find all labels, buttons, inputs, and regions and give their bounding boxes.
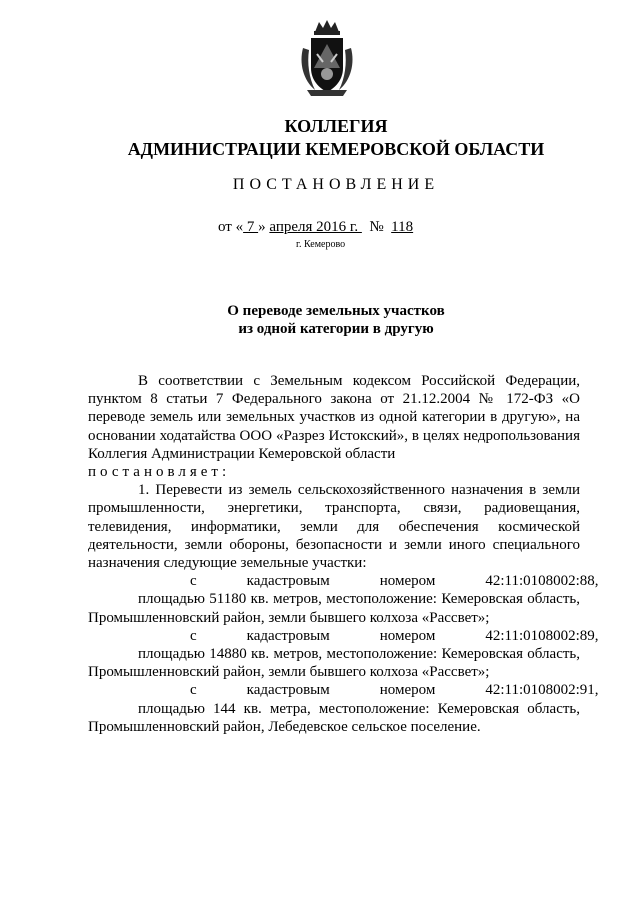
parcel-word: с [190, 573, 197, 590]
org-title-line2: АДМИНИСТРАЦИИ КЕМЕРОВСКОЙ ОБЛАСТИ [127, 139, 545, 159]
parcel-word: с [190, 682, 197, 699]
parcel-details: площадью 14880 кв. метров, местоположение: Кемеровская область, Промышленновский район, земли бывшего колхоза «Рассвет»; [88, 646, 580, 681]
parcel-entry [88, 627, 599, 682]
intro-paragraph [88, 372, 580, 463]
document-type: ПОСТАНОВЛЕНИЕ [232, 176, 440, 193]
parcel-word: номером [379, 573, 436, 590]
org-title-line1: КОЛЛЕГИЯ [284, 116, 388, 136]
subject-line1: О переводе земельных участков [227, 303, 445, 319]
parcel-word: номером [379, 627, 436, 644]
cadastral-number: 42:11:0108002:91, [485, 682, 599, 699]
parcel-word: кадастровым [246, 573, 330, 590]
parcel-word: с [190, 627, 197, 644]
parcel-word: кадастровым [246, 682, 330, 699]
intro-text: В соответствии с Земельным кодексом Российской Федерации, пунктом 8 статьи 7 Федерального закона от 21.12.2004 № 172-ФЗ «О переводе земель или земельных участков из одной категории в другую», на основании ходатайства ООО «Разрез Истокский», в целях недропользования Коллегия Администрации Кемеровской области [88, 373, 580, 462]
date-day: 7 [243, 219, 259, 235]
cadastral-number: 42:11:0108002:88, [485, 573, 599, 590]
parcel-word: кадастровым [246, 627, 330, 644]
item-1-paragraph: 1. Перевести из земель сельскохозяйственного назначения в земли промышленности, энергетики, транспорта, связи, радиовещания, телевидения, информатики, земли для обеспечения космической деятельности, земли обороны, безопасности и земли иного специального назначения следующие земельные участки: [88, 482, 580, 572]
parcel-details: площадью 144 кв. метра, местоположение: Кемеровская область, Промышленновский район, Лебедевское сельское поселение. [88, 700, 580, 735]
date-month-year: апреля 2016 г. [269, 219, 362, 235]
parcel-entry [88, 572, 599, 627]
parcel-entry [88, 681, 599, 736]
parcel-details: площадью 51180 кв. метров, местоположение: Кемеровская область, Промышленновский район, земли бывшего колхоза «Рассвет»; [88, 591, 580, 626]
number-label: № [361, 219, 392, 235]
cadastral-number: 42:11:0108002:89, [485, 627, 599, 644]
city: г. Кемерово [296, 239, 346, 250]
coat-of-arms-icon [297, 18, 357, 98]
parcel-header-row [88, 681, 599, 699]
document-number: 118 [391, 219, 414, 235]
date-number-line [218, 219, 413, 236]
parcel-word: номером [379, 682, 436, 699]
date-mid: » [258, 219, 270, 235]
date-prefix: от « [218, 219, 244, 235]
subject-line2: из одной категории в другую [238, 321, 434, 337]
parcel-header-row [88, 627, 599, 645]
parcel-header-row [88, 572, 599, 590]
body-text [88, 372, 599, 736]
resolves-word: постановляет: [88, 464, 231, 481]
